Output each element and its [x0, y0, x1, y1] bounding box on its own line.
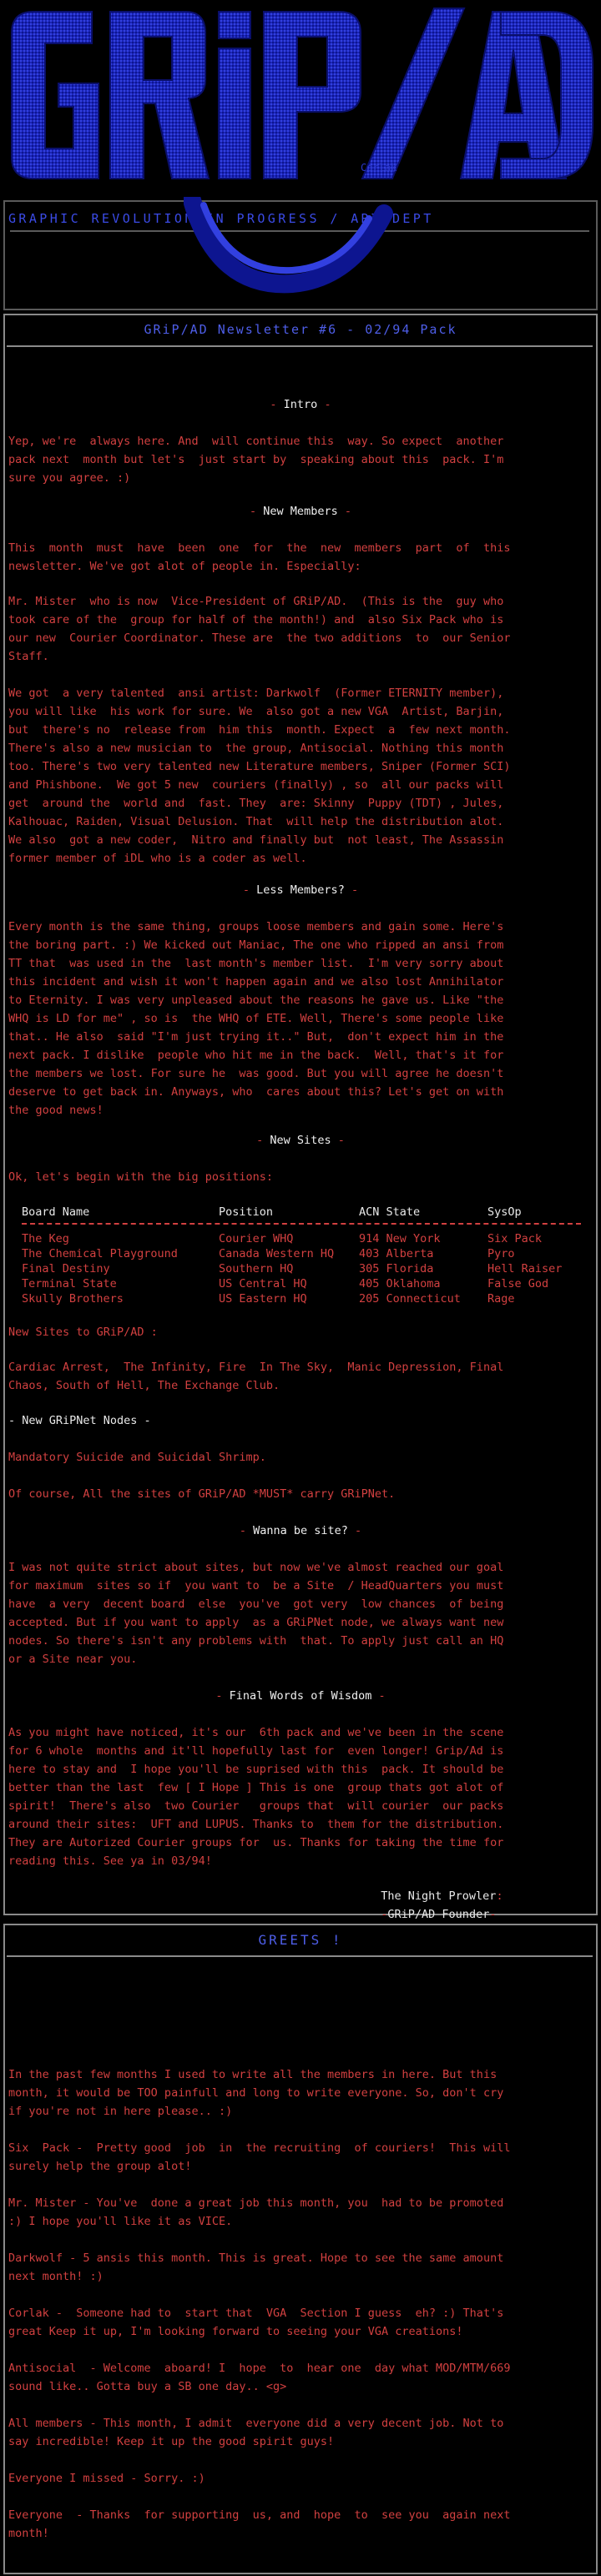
sites-table-rule — [22, 1223, 581, 1225]
greets-text: In the past few months I used to write all the members in here. But this month, it would be TOO painfull and long to write everyone. So, don't cry if you're not in here please.. :) Six Pack - Pretty good job in the recruiting of couriers! This will surely help the group alot! Mr. Mister - You've done a great job this month, you had to be promoted :) I hope you'll like it as VICE. Darkwolf - 5 ansis this month. This is great. Hope to see the same amount next month! :) Corlak - Someone had to start that VGA Section I guess eh? :) That's great Keep it up, I'm looking forward to seeing your VGA creations! Antisocial - Welcome aboard! I hope to hear one day what MOD/MTM/669 sound like.. Gotta buy a SB one day.. <g> All members - This month, I admit everyone did a very decent job. Not to say incredible! Keep it up the good spirit guys! Everyone I missed - Sorry. :) Everyone - Thanks for supporting us, and hope to see you again next month! — [8, 2068, 511, 2540]
table-row: Final Destiny Southern HQ 305 Florida Hell Raiser — [22, 1262, 563, 1275]
table-row: The Chemical Playground Canada Western HQ 403 Alberta Pyro — [22, 1247, 515, 1260]
table-row: The Keg Courier WHQ 914 New York Six Pack — [22, 1232, 543, 1245]
col-position: Position — [219, 1205, 274, 1219]
greets-rule — [7, 1955, 593, 1957]
new-members-heading: - New Members - — [250, 505, 351, 518]
newsletter-title: GRiP/AD Newsletter #6 - 02/94 Pack — [144, 322, 457, 337]
gripnet-heading: - New GRiPNet Nodes - — [8, 1414, 151, 1427]
less-members-text: Every month is the same thing, groups loose members and gain some. Here's the boring part. :) We kicked out Maniac, The one who ripped an ansi from TT that was used in the last month's member list. I'm very sorry about this incident and wish it won't happen again and we also lost Annihilator to Eternity. I was very unpleased about the reasons he gave us. Like "the WHQ is LD for me" , so is the WHQ of ETE. Well, There's some people like that.. He also said "I'm just trying it.." But, don't expect him in the next pack. I dislike people who hit me in the back. Well, that's it for the members we lost. For sure he was good. But you will agree he doesn't deserve to get back in. Anyways, who cares about this? Let's get on with the good news! — [8, 920, 504, 1117]
wanna-be-site-text: I was not quite strict about sites, but now we've almost reached our goal for maximum sites so if you want to be a Site / HeadQuarters you must have a very decent board else you've got very low chances of being accepted. But if you want to apply as a GRiPNet node, we always want new nodes. So there's isn't any problems with that. To apply just call an HQ or a Site near you. — [8, 1561, 504, 1666]
tagline: GRAPHIC REVOLUTION IN PROGRESS / ART DEPT — [8, 211, 434, 226]
new-sites-subheading: New Sites to GRiP/AD : — [8, 1326, 158, 1339]
final-words-text: As you might have noticed, it's our 6th pack and we've been in the scene for 6 whole months and it'll hopefully last for even longer! Grip/Ad is here to stay and I hope you'll be suprised with this pack. It should be better than the last few [ I Hope ] This is one group thats got alot of spirit! There's also two Courier groups that will courier our packs around their sites: UFT and LUPUS. Thanks to them for the distribution. They are Autorized Courier groups for us. Thanks for taking the time for reading this. See ya in 03/94! — [8, 1726, 504, 1868]
greets-title: GREETS ! — [258, 1932, 343, 1948]
new-sites-heading: - New Sites - — [256, 1134, 345, 1147]
wanna-be-site-heading: - Wanna be site? - — [239, 1524, 362, 1537]
intro-text: Yep, we're always here. And will continue this way. So expect another pack next month but let's just start by speaking about this pack. I'm sure you agree. :) — [8, 435, 504, 485]
col-acn-state: ACN State — [359, 1205, 421, 1219]
table-row: Terminal State US Central HQ 405 Oklahoma False God — [22, 1277, 549, 1291]
col-sysop: SysOp — [487, 1205, 522, 1219]
final-words-heading: - Final Words of Wisdom - — [215, 1689, 386, 1703]
gripnet-nodes: Mandatory Suicide and Suicidal Shrimp. — [8, 1451, 266, 1464]
less-members-heading: - Less Members? - — [242, 883, 359, 897]
gripnet-carry-note: Of course, All the sites of GRiP/AD *MUST* carry GRiPNet. — [8, 1487, 396, 1501]
new-members-p1: This month must have been one for the new members part of this newsletter. We've got alot of people in. Especially: — [8, 541, 511, 573]
new-sites-list: Cardiac Arrest, The Infinity, Fire In The Sky, Manic Depression, Final Chaos, South of Hell, The Exchange Club. — [8, 1361, 504, 1392]
signature-title: -GRiP/AD Founder- — [381, 1908, 497, 1921]
logo-credit: Corlak — [361, 162, 397, 174]
new-sites-intro: Ok, let's begin with the big positions: — [8, 1170, 273, 1184]
signature-name: The Night Prowler: — [381, 1889, 503, 1903]
newsletter-rule — [7, 345, 593, 347]
new-members-p2: Mr. Mister who is now Vice-President of GRiP/AD. (This is the guy who took care of the group for half of the month!) and also Six Pack who is our new Courier Coordinator. These are the two additions to our Senior Staff. — [8, 595, 511, 663]
table-row: Skully Brothers US Eastern HQ 205 Connecticut Rage — [22, 1292, 515, 1306]
new-members-p3: We got a very talented ansi artist: Darkwolf (Former ETERNITY member), you will like his work for sure. We also got a new VGA Artist, Barjin, but there's no release from him this month. Expect a few next month. There's also a new musician to the group, Antisocial. Nothing this month too. There's two very talented new Literature members, Sniper (Former SCI) and Phishbone. We got 5 new couriers (finally) , so all our packs will get around the world and fast. They are: Skinny Puppy (TDT) , Jules, Kalhouac, Raiden, Visual Delusion. That will help the distribution alot. We also got a new coder, Nitro and finally but not least, The Assassin former member of iDL who is a coder as well. — [8, 687, 511, 865]
col-board-name: Board Name — [22, 1205, 90, 1219]
intro-heading: - Intro - — [270, 398, 331, 411]
grip-ad-logo — [0, 0, 601, 192]
logo-swoosh — [184, 197, 401, 314]
